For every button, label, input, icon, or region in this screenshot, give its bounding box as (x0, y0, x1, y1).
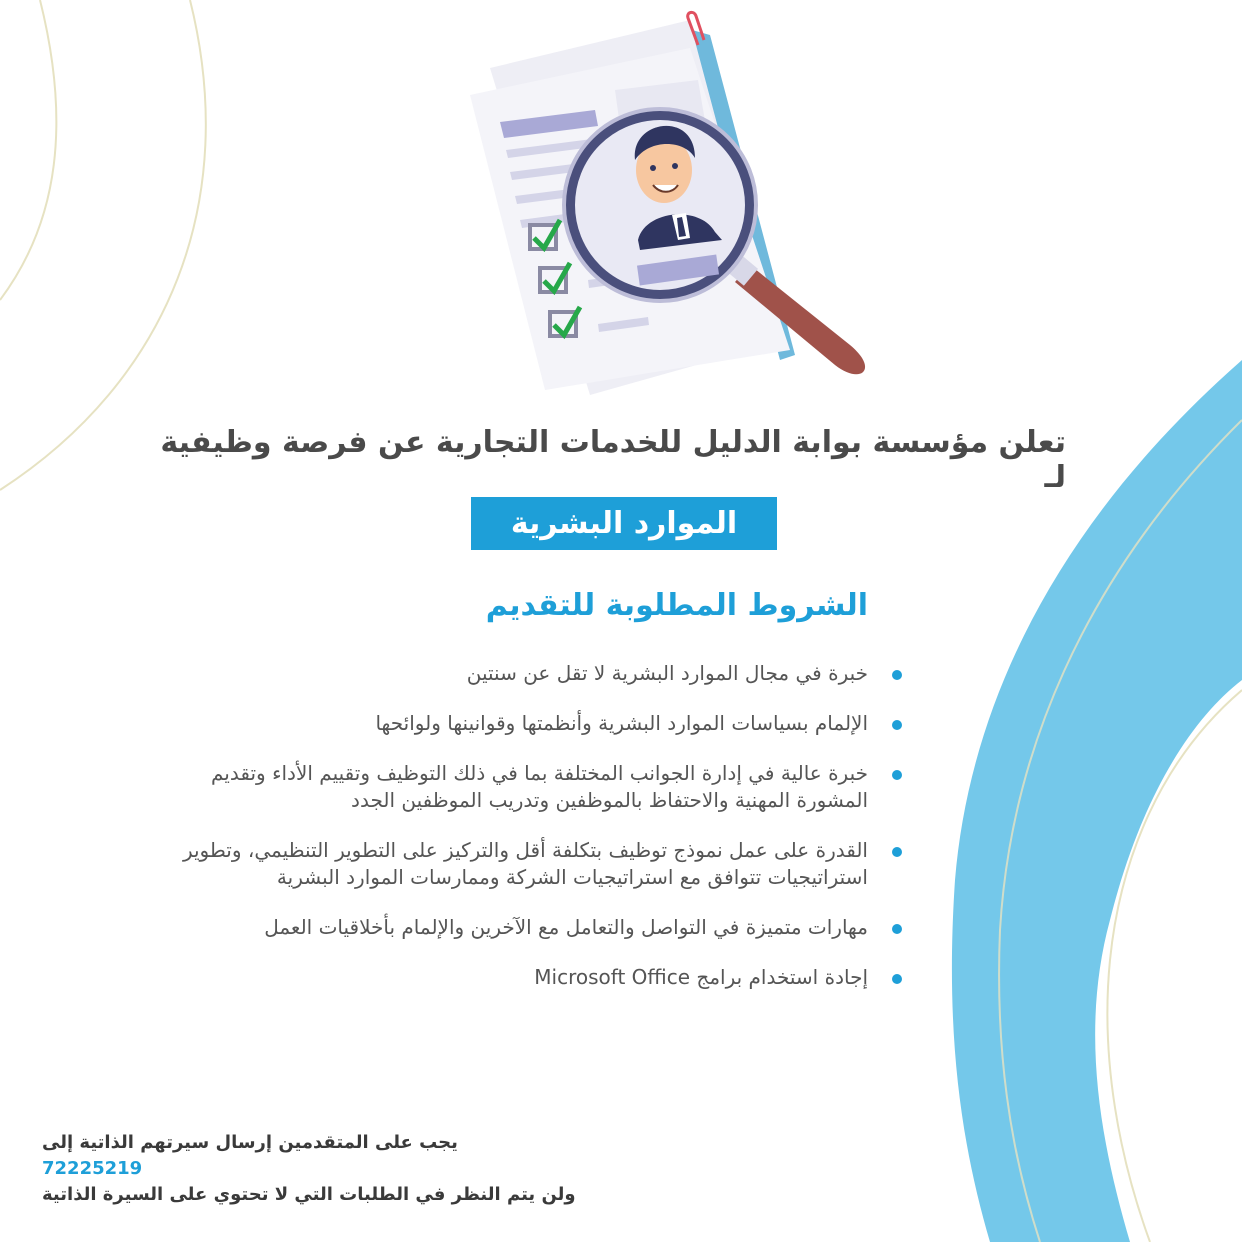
bullet-dot-icon (892, 974, 902, 984)
requirement-item (180, 760, 908, 814)
requirement-item (180, 710, 908, 737)
requirement-item (180, 660, 908, 687)
contact-phone: 72225219 (42, 1158, 143, 1179)
requirement-text: خبرة عالية في إدارة الجوانب المختلفة بما في ذلك التوظيف وتقييم الأداء وتقديم المشورة المهنية والاحتفاظ بالموظفين وتدريب الموظفين الجدد (211, 761, 868, 812)
requirement-item (180, 837, 908, 891)
requirement-text: القدرة على عمل نموذج توظيف بتكلفة أقل والتركيز على التطوير التنظيمي، وتطوير استراتيجيات تتوافق مع استراتيجيات الشركة وممارسات الموارد البشرية (182, 838, 868, 889)
requirement-text: إجادة استخدام برامج Microsoft Office (534, 965, 868, 989)
resume-magnifier-icon (460, 10, 890, 400)
application-footer (42, 1130, 582, 1208)
requirement-item (180, 914, 908, 941)
bullet-dot-icon (892, 924, 902, 934)
footer-note: ولن يتم النظر في الطلبات التي لا تحتوي على السيرة الذاتية (42, 1184, 576, 1205)
footer-instruction: يجب على المتقدمين إرسال سيرتهم الذاتية إلى (42, 1132, 458, 1153)
bullet-dot-icon (892, 770, 902, 780)
requirement-item (180, 964, 908, 991)
announcement-heading: تعلن مؤسسة بوابة الدليل للخدمات التجارية عن فرصة وظيفية لـ (160, 425, 1066, 495)
bullet-dot-icon (892, 847, 902, 857)
requirement-text: الإلمام بسياسات الموارد البشرية وأنظمتها وقوانينها ولوائحها (375, 711, 868, 735)
requirements-list (180, 660, 908, 1014)
bullet-dot-icon (892, 720, 902, 730)
requirement-text: مهارات متميزة في التواصل والتعامل مع الآخرين والإلمام بأخلاقيات العمل (264, 915, 868, 939)
requirement-text: خبرة في مجال الموارد البشرية لا تقل عن سنتين (466, 661, 868, 685)
bullet-dot-icon (892, 670, 902, 680)
requirements-title: الشروط المطلوبة للتقديم (485, 588, 868, 623)
job-title-banner: الموارد البشرية (471, 497, 777, 550)
